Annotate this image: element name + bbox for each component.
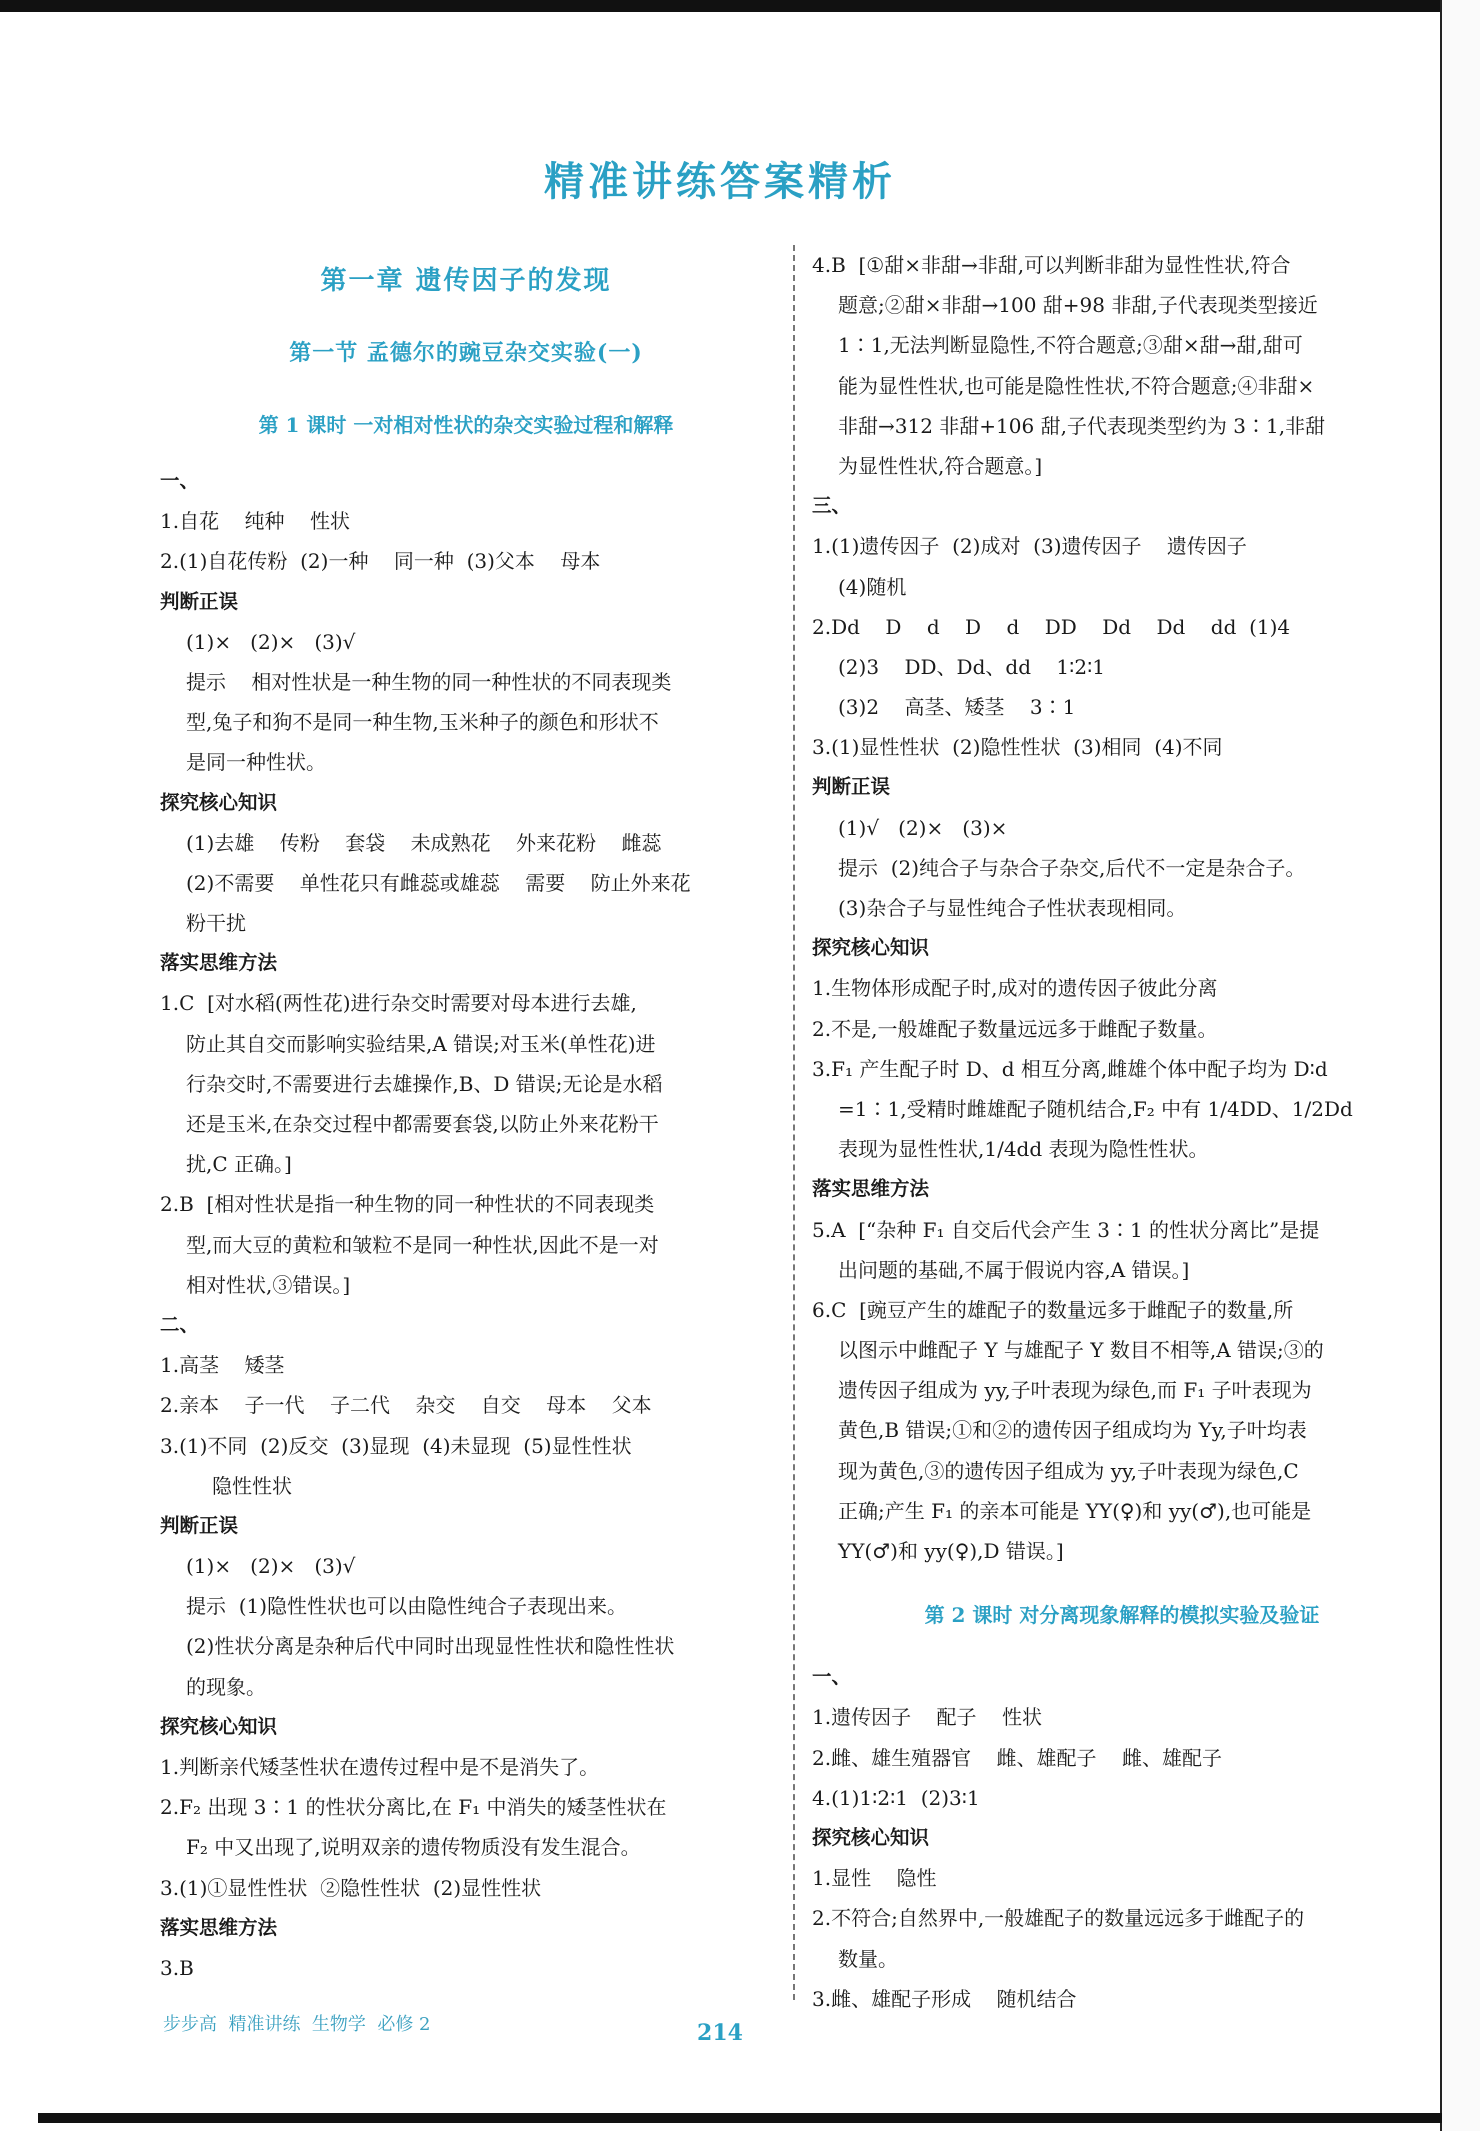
subheading: 探究核心知识 [812, 1825, 930, 1849]
left-answer-list [160, 461, 772, 1988]
subheading: 探究核心知识 [160, 790, 278, 814]
answer-line: (1)去雄 传粉 套袋 未成熟花 外来花粉 雌蕊 [186, 830, 662, 855]
answer-line: F₂ 中又出现了,说明双亲的遗传物质没有发生混合。 [186, 1835, 641, 1860]
answer-line: =1∶1,受精时雌雄配子随机结合,F₂ 中有 1/4DD、1/2Dd [838, 1096, 1353, 1121]
answer-line: 4.(1)1∶2∶1 (2)3∶1 [812, 1785, 980, 1810]
answer-line: 型,而大豆的黄粒和皱粒不是同一种性状,因此不是一对 [186, 1232, 659, 1257]
answer-line: (2)3 DD、Dd、dd 1∶2∶1 [838, 654, 1106, 679]
answer-line: 型,兔子和狗不是同一种生物,玉米种子的颜色和形状不 [186, 710, 659, 735]
answer-line: 3.B [160, 1955, 194, 1980]
answer-line: YY(♂)和 yy(♀),D 错误。] [838, 1539, 1064, 1563]
subheading: 一、 [812, 1665, 852, 1689]
answer-line: 5.A [“杂种 F₁ 自交后代会产生 3∶1 的性状分离比”是提 [812, 1217, 1320, 1242]
answer-line: (3)杂合子与显性纯合子性状表现相同。 [838, 896, 1187, 920]
answer-line: 3.雌、雄配子形成 随机结合 [812, 1986, 1077, 2011]
right-answer-list-a [812, 245, 1432, 1571]
scan-border-top [0, 0, 1442, 12]
answer-line: 提示 (2)纯合子与杂合子杂交,后代不一定是杂合子。 [838, 855, 1306, 880]
answer-line: 题意;②甜×非甜→100 甜+98 非甜,子代表现类型接近 [838, 293, 1318, 318]
answer-line: 2.(1)自花传粉 (2)一种 同一种 (3)父本 母本 [160, 549, 601, 574]
answer-line: 1.显性 隐性 [812, 1866, 937, 1891]
right-column [812, 245, 1432, 2019]
answer-line: 2.不是,一般雄配子数量远远多于雌配子数量。 [812, 1016, 1218, 1041]
answer-line: 能为显性性状,也可能是隐性性状,不符合题意;④非甜× [838, 373, 1315, 398]
answer-line: 出问题的基础,不属于假说内容,A 错误。] [838, 1257, 1190, 1282]
answer-line: 4.B [①甜×非甜→非甜,可以判断非甜为显性性状,符合 [812, 253, 1291, 277]
answer-line: 相对性状,③错误。] [186, 1272, 351, 1297]
answer-line: 1.判断亲代矮茎性状在遗传过程中是不是消失了。 [160, 1755, 600, 1779]
footer-book-title: 步步高 精准讲练 生物学 必修 2 [163, 2014, 431, 2035]
scan-border-bottom [38, 2113, 1442, 2123]
column-divider [793, 245, 795, 2000]
answer-line: (1)√ (2)× (3)× [838, 815, 1008, 840]
answer-line: 1.C [对水稻(两性花)进行杂交时需要对母本进行去雄, [160, 991, 637, 1016]
subheading: 落实思维方法 [160, 1915, 278, 1939]
answer-line: 隐性性状 [212, 1473, 292, 1498]
chapter-heading: 第一章 遗传因子的发现 [320, 266, 612, 296]
scan-border-right [1440, 0, 1480, 2131]
answer-line: (4)随机 [838, 574, 907, 599]
page-number: 214 [697, 2020, 743, 2046]
answer-line: 1.(1)遗传因子 (2)成对 (3)遗传因子 遗传因子 [812, 534, 1247, 559]
answer-line: 防止其自交而影响实验结果,A 错误;对玉米(单性花)进 [186, 1031, 656, 1056]
lesson-2-heading: 第 2 课时 对分离现象解释的模拟实验及验证 [924, 1603, 1320, 1628]
answer-line: (3)2 高茎、矮茎 3∶1 [838, 695, 1076, 720]
subheading: 落实思维方法 [812, 1177, 930, 1201]
answer-line: 3.(1)显性性状 (2)隐性性状 (3)相同 (4)不同 [812, 735, 1223, 760]
section-heading: 第一节 孟德尔的豌豆杂交实验(一) [289, 340, 643, 366]
answer-line: (1)× (2)× (3)√ [186, 1554, 356, 1579]
answer-line: 行杂交时,不需要进行去雄操作,B、D 错误;无论是水稻 [186, 1071, 663, 1096]
answer-line: 1.遗传因子 配子 性状 [812, 1705, 1042, 1730]
subheading: 探究核心知识 [160, 1714, 278, 1738]
answer-line: 还是玉米,在杂交过程中都需要套袋,以防止外来花粉干 [186, 1112, 659, 1136]
answer-line: 为显性性状,符合题意。] [838, 453, 1043, 478]
answer-line: 2.Dd D d D d DD Dd Dd dd (1)4 [812, 614, 1291, 639]
answer-line: 2.不符合;自然界中,一般雄配子的数量远远多于雌配子的 [812, 1906, 1305, 1931]
answer-line: 提示 相对性状是一种生物的同一种性状的不同表现类 [186, 669, 672, 694]
answer-line: 1.高茎 矮茎 [160, 1353, 285, 1378]
subheading: 落实思维方法 [160, 951, 278, 975]
answer-line: 遗传因子组成为 yy,子叶表现为绿色,而 F₁ 子叶表现为 [838, 1378, 1312, 1403]
answer-line: 1.自花 纯种 性状 [160, 509, 350, 534]
lesson-heading: 第 1 课时 一对相对性状的杂交实验过程和解释 [258, 413, 674, 437]
subheading: 判断正误 [812, 775, 891, 799]
answer-line: 3.(1)不同 (2)反交 (3)显现 (4)未显现 (5)显性性状 [160, 1433, 632, 1458]
answer-line: 非甜→312 非甜+106 甜,子代表现类型约为 3∶1,非甜 [838, 413, 1326, 438]
answer-line: 1∶1,无法判断显隐性,不符合题意;③甜×甜→甜,甜可 [838, 333, 1303, 358]
right-answer-list-b [812, 1657, 1432, 2019]
answer-line: (2)性状分离是杂种后代中同时出现显性性状和隐性性状 [186, 1634, 675, 1659]
answer-line: (1)× (2)× (3)√ [186, 629, 356, 654]
answer-line: 2.雌、雄生殖器官 雌、雄配子 雌、雄配子 [812, 1745, 1222, 1770]
answer-line: 2.F₂ 出现 3∶1 的性状分离比,在 F₁ 中消失的矮茎性状在 [160, 1795, 667, 1820]
subheading: 二、 [160, 1312, 200, 1336]
answer-line: 正确;产生 F₁ 的亲本可能是 YY(♀)和 yy(♂),也可能是 [838, 1498, 1312, 1523]
answer-line: 粉干扰 [186, 911, 246, 936]
answer-line: 1.生物体形成配子时,成对的遗传因子彼此分离 [812, 976, 1218, 1001]
answer-line: 6.C [豌豆产生的雄配子的数量远多于雌配子的数量,所 [812, 1297, 1294, 1322]
answer-line: 提示 (1)隐性性状也可以由隐性纯合子表现出来。 [186, 1594, 628, 1619]
answer-line: 3.(1)①显性性状 ②隐性性状 (2)显性性状 [160, 1875, 542, 1900]
answer-line: 表现为显性性状,1/4dd 表现为隐性性状。 [838, 1137, 1209, 1162]
subheading: 一、 [160, 469, 200, 492]
answer-line: 3.F₁ 产生配子时 D、d 相互分离,雌雄个体中配子均为 D∶d [812, 1056, 1328, 1081]
answer-line: 黄色,B 错误;①和②的遗传因子组成均为 Yy,子叶均表 [838, 1418, 1307, 1443]
answer-line: 是同一种性状。 [186, 750, 326, 775]
left-column [160, 245, 772, 1988]
answer-line: 数量。 [838, 1946, 898, 1971]
answer-line: 2.亲本 子一代 子二代 杂交 自交 母本 父本 [160, 1393, 652, 1418]
answer-line: (2)不需要 单性花只有雌蕊或雄蕊 需要 防止外来花 [186, 870, 691, 895]
page-title: 精准讲练答案精析 [544, 158, 896, 205]
subheading: 判断正误 [160, 589, 239, 613]
subheading: 三、 [812, 494, 852, 518]
answer-line: 以图示中雌配子 Y 与雄配子 Y 数目不相等,A 错误;③的 [838, 1338, 1324, 1363]
answer-line: 现为黄色,③的遗传因子组成为 yy,子叶表现为绿色,C [838, 1458, 1299, 1483]
subheading: 判断正误 [160, 1513, 239, 1537]
answer-line: 的现象。 [186, 1674, 266, 1699]
answer-line: 扰,C 正确。] [186, 1152, 292, 1177]
subheading: 探究核心知识 [812, 936, 930, 960]
answer-line: 2.B [相对性状是指一种生物的同一种性状的不同表现类 [160, 1192, 655, 1217]
